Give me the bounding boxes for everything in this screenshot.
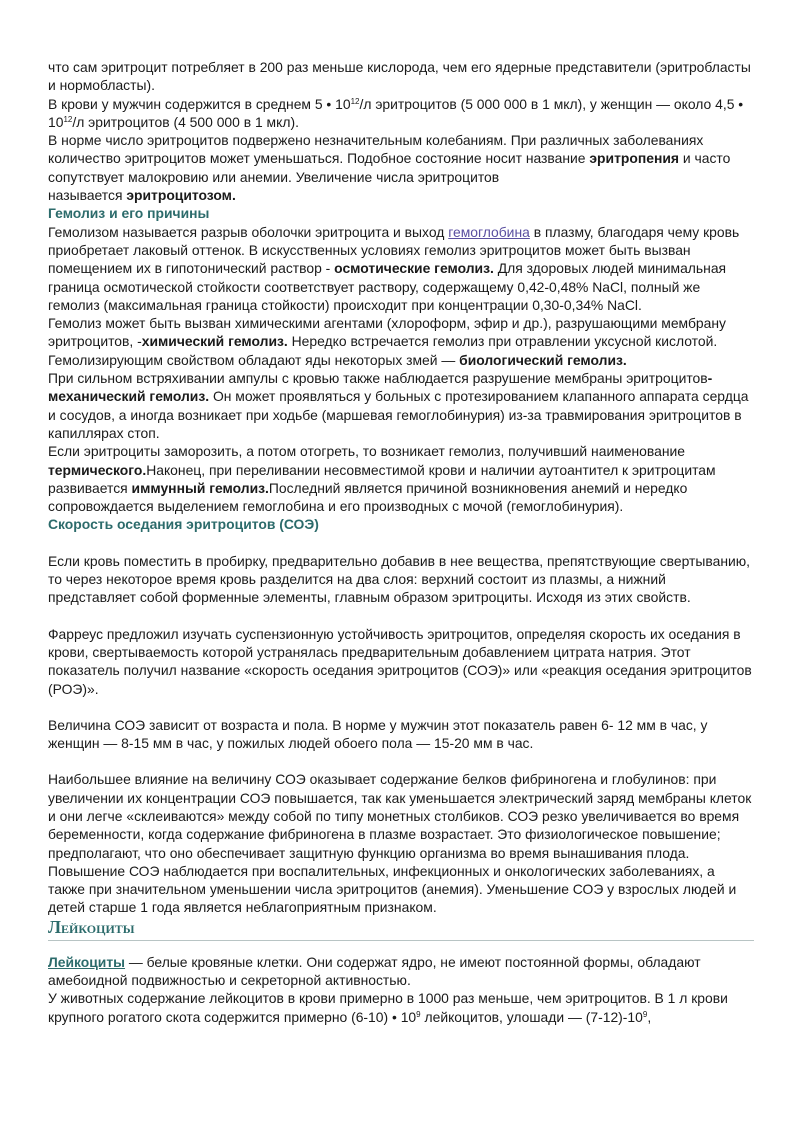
paragraph-thermal-immune-hemolysis: Если эритроциты заморозить, а потом отогреть, то возникает гемолиз, получивший наименование термического.Наконец, при переливании несовместимой крови и наличии аутоантител к эритроцитам развивается иммунный гемолиз.Последний является причиной возникновения анемий и нередко сопровождается выделением гемоглобина и его производных с мочой (гемоглобинурия). (48, 443, 716, 515)
term-biological-hemolysis: биологический гемолиз. (459, 351, 627, 368)
paragraph-erythropenia: В норме число эритроцитов подвержено незначительным колебаниям. При различных заболеваниях количество эритроцитов может уменьшаться. Подобное состояние носит название эритропения и часто сопутствует малокровию или анемии. Увеличение числа эритроцитов называется эритроцитозом. (48, 132, 731, 204)
superscript: 9 (642, 1009, 648, 1019)
link-leukocytes[interactable]: Лейкоциты (48, 953, 126, 970)
heading-hemolysis: Гемолиз и его причины (48, 205, 210, 222)
term-thermal-hemolysis: термического. (48, 461, 147, 478)
superscript: 12 (350, 96, 360, 106)
heading-leukocytes: Лейкоциты (48, 917, 754, 941)
paragraph-hemolysis-definition: Гемолизом называется разрыв оболочки эритроцита и выход гемоглобина в плазму, благодаря чему кровь приобретает лаковый оттенок. В искусственных условиях гемолиз эритроцитов может быть вызван помещением их в гипотонический раствор - осмотические гемолиз. Для здоровых людей минимальная граница осмотической стойкости соответствует раствору, содержащему 0,42-0,48% NaCl, полный же гемолиз (максимальная граница стойкости) происходит при концентрации 0,30-0,34% NaCl. (48, 223, 740, 313)
paragraph-esr-norms: Величина СОЭ зависит от возраста и пола. В норме у мужчин этот показатель равен 6- 12 мм в час, у женщин — 8-15 мм в час, у пожилых людей обоего пола — 15-20 мм в час. (48, 716, 708, 752)
paragraph-esr-fahraeus: Фарреус предложил изучать суспензионную устойчивость эритроцитов, определяя скорость их оседания в крови, свертываемость которой устранялась предварительным добавлением цитрата натрия. Этот показатель получил название «скорость оседания эритроцитов (СОЭ)» или «реакция оседания эритроцитов (РОЭ)». (48, 625, 752, 697)
document-page (48, 58, 754, 1026)
term-erythropenia: эритропения (589, 150, 680, 167)
paragraph-esr-layers: Если кровь поместить в пробирку, предварительно добавив в нее вещества, препятствующие свертыванию, то через некоторое время кровь разделится на два слоя: верхний состоит из плазмы, а нижний представляет собой форменные элементы, главным образом эритроциты. Исходя из этих свойств. (48, 552, 751, 606)
term-mechanical-hemolysis: -механический гемолиз. (48, 370, 713, 405)
link-hemoglobin[interactable]: гемоглобина (448, 223, 530, 240)
superscript: 9 (416, 1009, 421, 1019)
paragraph-leukocytes-definition: Лейкоциты — белые кровяные клетки. Они содержат ядро, не имеют постоянной формы, обладают амебоидной подвижностью и секреторной активностью. (48, 953, 701, 989)
paragraph-chemical-hemolysis: Гемолиз может быть вызван химическими агентами (хлороформ, эфир и др.), разрушающими мембрану эритроцитов, -химический гемолиз. Нередко встречается гемолиз при отравлении уксусной кислотой. Гемолизирующим свойством обладают яды некоторых змей — биологический гемолиз. (48, 315, 726, 368)
term-osmotic-hemolysis: осмотические гемолиз. (334, 260, 494, 277)
paragraph-erythrocyte-oxygen: что сам эритроцит потребляет в 200 раз меньше кислорода, чем его ядерные представители (эритробласты и нормобласты). (48, 59, 751, 94)
term-erythrocytosis: эритроцитозом. (126, 187, 236, 204)
paragraph-erythrocyte-count: В крови у мужчин содержится в среднем 5 • $10^{12}/л$ эритроцитов (5 000 000 в 1 мкл), у женщин — около 4,5 • $10^{12}/л$ эритроцитов (4 500 000 в 1 мкл). (48, 95, 744, 130)
paragraph-mechanical-hemolysis: При сильном встряхивании ампулы с кровью также наблюдается разрушение мембраны эритроцитов-механический гемолиз. Он может проявляться у больных с протезированием клапанного аппарата сердца и сосудов, а иногда возникает при ходьбе (маршевая гемоглобинурия) из-за травмирования эритроцитов в капиллярах стоп. (48, 370, 749, 441)
heading-esr: Скорость оседания эритроцитов (СОЭ) (48, 516, 319, 533)
superscript: 12 (63, 114, 73, 124)
paragraph-esr-factors: Наибольшее влияние на величину СОЭ оказывает содержание белков фибриногена и глобулинов: при увеличении их концентрации СОЭ повышается, так как уменьшается электрический заряд мембраны клеток и они легче «склеиваются» между собой по типу монетных столбиков. СОЭ резко увеличивается во время беременности, когда содержание фибриногена в плазме возрастает. Это физиологическое повышение; предполагают, что оно обеспечивает защитную функцию организма во время вынашивания плода. Повышение СОЭ наблюдается при воспалительных, инфекционных и онкологических заболеваниях, а также при значительном уменьшении числа эритроцитов (анемия). Уменьшение СОЭ у взрослых людей и детей старше 1 года является неблагоприятным признаком. (48, 771, 752, 916)
term-chemical-hemolysis: химический гемолиз. (141, 333, 288, 350)
term-immune-hemolysis: иммунный гемолиз. (131, 479, 269, 496)
paragraph-leukocytes-count: У животных содержание лейкоцитов в крови примерно в 1000 раз меньше, чем эритроцитов. В 1 л крови крупного рогатого скота содержится примерно (6-10) • $10^9$ лейкоцитов, улошади — $(7-12)-10^9$, (48, 990, 728, 1025)
